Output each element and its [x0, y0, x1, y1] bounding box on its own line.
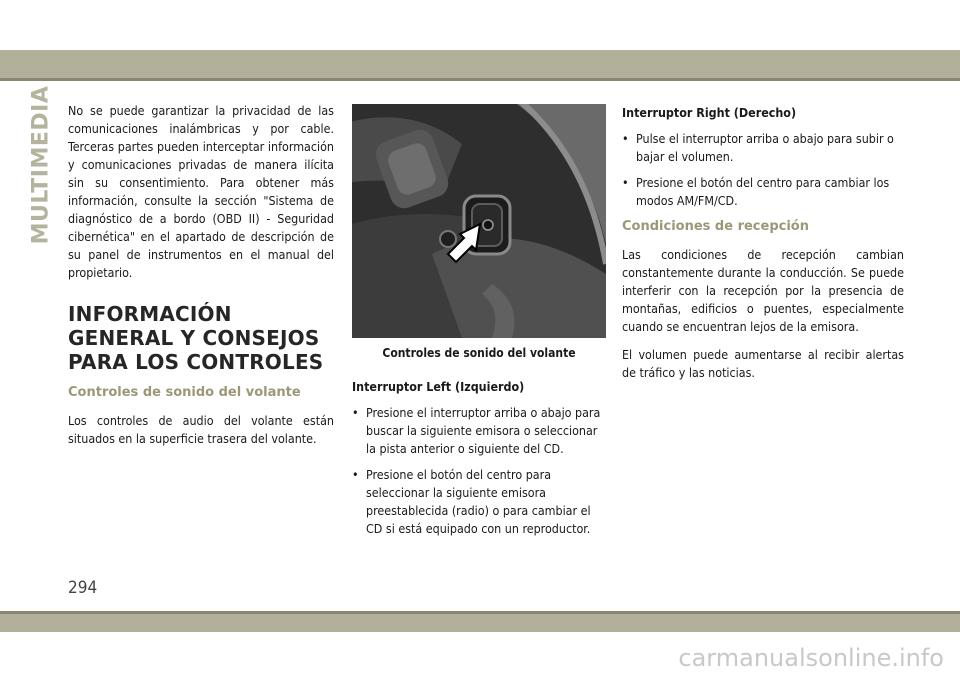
bullet-icon: •: [622, 131, 629, 146]
bullet-icon: •: [622, 175, 629, 190]
privacy-paragraph: No se puede garantizar la privacidad de las comunicaciones inalámbricas y por cable. Terceras partes pueden interceptar información y comunicaciones privadas de manera ilícita sin su consentimiento. Para obtener más información, consulte la sección "Sistema de diagnóstico de a bordo (OBD II) - Seguridad cibernética" en el apartado de descripción de su panel de instrumentos en el manual del propietario.: [68, 103, 334, 280]
steering-wheel-illustration: [352, 104, 606, 338]
steering-wheel-photo: [352, 104, 606, 338]
top-margin: [0, 0, 960, 36]
reception-paragraph: Las condiciones de recepción cambian constantemente durante la conducción. Se puede interferir con la recepción por la presencia de montañas, edificios o puentes, especialmente cuando se encuentran lejos de la emisora.: [622, 247, 904, 334]
page-number: 294: [68, 578, 98, 598]
bullet-icon: •: [352, 467, 359, 482]
right-switch-title: Interruptor Right (Derecho): [622, 105, 797, 120]
column-left: [68, 102, 334, 458]
left-switch-title: Interruptor Left (Izquierdo): [352, 379, 525, 394]
list-item: • Presione el botón del centro para seleccionar la siguiente emisora preestablecida (radio) o para cambiar el CD si está equipado con un reproductor.: [352, 467, 591, 536]
footer-band: [0, 614, 960, 632]
column-right: [622, 104, 904, 392]
volume-paragraph: El volumen puede aumentarse al recibir alertas de tráfico y las noticias.: [622, 347, 904, 380]
header-band: [0, 50, 960, 78]
header-rule: [0, 78, 960, 81]
column-middle: [352, 104, 606, 546]
section-tab-label: MULTIMEDIA: [28, 85, 54, 245]
list-item: • Presione el botón del centro para cambiar los modos AM/FM/CD.: [622, 175, 890, 208]
list-item: • Presione el interruptor arriba o abajo para buscar la siguiente emisora o seleccionar la pista anterior o siguiente del CD.: [352, 405, 601, 456]
bullet-icon: •: [352, 405, 359, 420]
reception-heading: Condiciones de recepción: [622, 219, 809, 234]
section-tab: [28, 85, 54, 245]
subsection-heading: Controles de sonido del volante: [68, 385, 301, 400]
watermark: carmanualsonline.info: [678, 644, 944, 672]
controls-location-paragraph: Los controles de audio del volante están situados en la superficie trasera del volante.: [68, 413, 334, 446]
list-item: • Pulse el interruptor arriba o abajo para subir o bajar el volumen.: [622, 131, 894, 164]
section-heading: INFORMACIÓN GENERAL Y CONSEJOS PARA LOS CONTROLES: [68, 302, 324, 374]
photo-caption: Controles de sonido del volante: [382, 346, 576, 360]
